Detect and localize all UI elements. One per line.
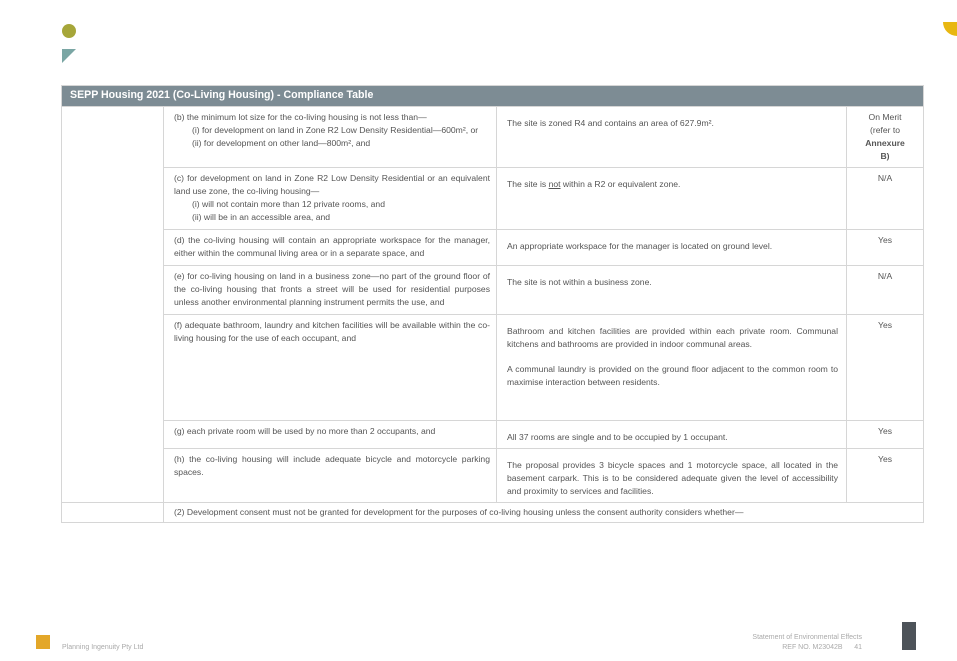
criterion-cell <box>164 107 497 168</box>
comment-paragraph: A communal laundry is provided on the ground floor adjacent to the common room to maximise interaction between residents. <box>507 364 838 387</box>
table-row <box>62 230 924 266</box>
compliance-cell: Yes <box>847 315 924 421</box>
yellow-corner-decoration <box>943 22 957 36</box>
compliance-cell: Yes <box>847 230 924 266</box>
compliance-cell <box>847 107 924 168</box>
footer-bar-decoration <box>902 622 916 650</box>
compliance-cell: Yes <box>847 421 924 449</box>
criterion-sub-ii: (ii) for development on other land—800m², and <box>192 138 371 148</box>
compliance-line: On Merit <box>868 112 902 122</box>
empty-cell <box>62 503 164 523</box>
empty-cell <box>62 107 164 503</box>
footer-ref: REF NO. M23042B <box>782 644 843 651</box>
criterion-cell: (g) each private room will be used by no more than 2 occupants, and <box>164 421 497 449</box>
comment-cell <box>497 168 847 230</box>
comment-cell: All 37 rooms are single and to be occupied by 1 occupant. <box>497 421 847 449</box>
criterion-cell <box>164 168 497 230</box>
criterion-sub-i: (i) will not contain more than 12 private rooms, and <box>192 199 385 209</box>
table-row <box>62 503 924 523</box>
comment-cell: The site is zoned R4 and contains an area of 627.9m². <box>497 107 847 168</box>
comment-cell: The proposal provides 3 bicycle spaces and 1 motorcycle space, all located in the basement carpark. This is to be considered adequate given the level of accessibility and proximity to services and facilities. <box>497 449 847 503</box>
subclause-2-cell: (2) Development consent must not be granted for development for the purposes of co-living housing unless the consent authority considers whether— <box>164 503 924 523</box>
table-row <box>62 168 924 230</box>
comment-text: within a R2 or equivalent zone. <box>560 179 681 189</box>
comment-cell <box>497 315 847 421</box>
criterion-cell: (h) the co-living housing will include adequate bicycle and motorcycle parking spaces. <box>164 449 497 503</box>
olive-dot-decoration <box>62 24 76 38</box>
table-row <box>62 266 924 315</box>
criterion-cell: (d) the co-living housing will contain an appropriate workspace for the manager, either within the communal living area or in a separate space, and <box>164 230 497 266</box>
footer-page-number: 41 <box>854 644 862 651</box>
criterion-cell: (e) for co-living housing on land in a business zone—no part of the ground floor of the co-living housing that fronts a street will be used for residential purposes unless another environmental planning instrument permits the use, and <box>164 266 497 315</box>
criterion-sub-i: (i) for development on land in Zone R2 Low Density Residential—600m², or <box>192 125 479 135</box>
footer-logo-square <box>36 635 50 649</box>
footer-ref-line <box>782 644 862 651</box>
compliance-line: Annexure <box>865 138 905 148</box>
comment-text: The site is <box>507 179 549 189</box>
criterion-sub-ii: (ii) will be in an accessible area, and <box>192 212 331 222</box>
compliance-line: (refer to <box>869 125 901 135</box>
table-title: SEPP Housing 2021 (Co-Living Housing) - Compliance Table <box>62 86 924 107</box>
criterion-lead: (c) for development on land in Zone R2 Low Density Residential or an equivalent land use zone, the co-living housing— <box>174 173 490 196</box>
comment-cell: An appropriate workspace for the manager is located on ground level. <box>497 230 847 266</box>
teal-triangle-decoration <box>62 49 76 63</box>
criterion-lead: (b) the minimum lot size for the co-living housing is not less than— <box>174 112 427 122</box>
comment-cell: The site is not within a business zone. <box>497 266 847 315</box>
footer-doc-title: Statement of Environmental Effects <box>752 634 862 641</box>
compliance-line: B) <box>880 151 890 161</box>
comment-underlined: not <box>548 179 561 189</box>
compliance-cell: N/A <box>847 168 924 230</box>
compliance-cell: Yes <box>847 449 924 503</box>
compliance-cell: N/A <box>847 266 924 315</box>
table-row <box>62 107 924 168</box>
comment-paragraph: Bathroom and kitchen facilities are provided within each private room. Communal kitchens and bathrooms are provided in indoor communal areas. <box>507 326 838 349</box>
footer-company: Planning Ingenuity Pty Ltd <box>62 644 144 651</box>
table-row <box>62 449 924 503</box>
table-row <box>62 315 924 421</box>
table-row <box>62 421 924 449</box>
criterion-cell: (f) adequate bathroom, laundry and kitchen facilities will be available within the co-living housing for the use of each occupant, and <box>164 315 497 421</box>
compliance-table <box>61 85 924 523</box>
